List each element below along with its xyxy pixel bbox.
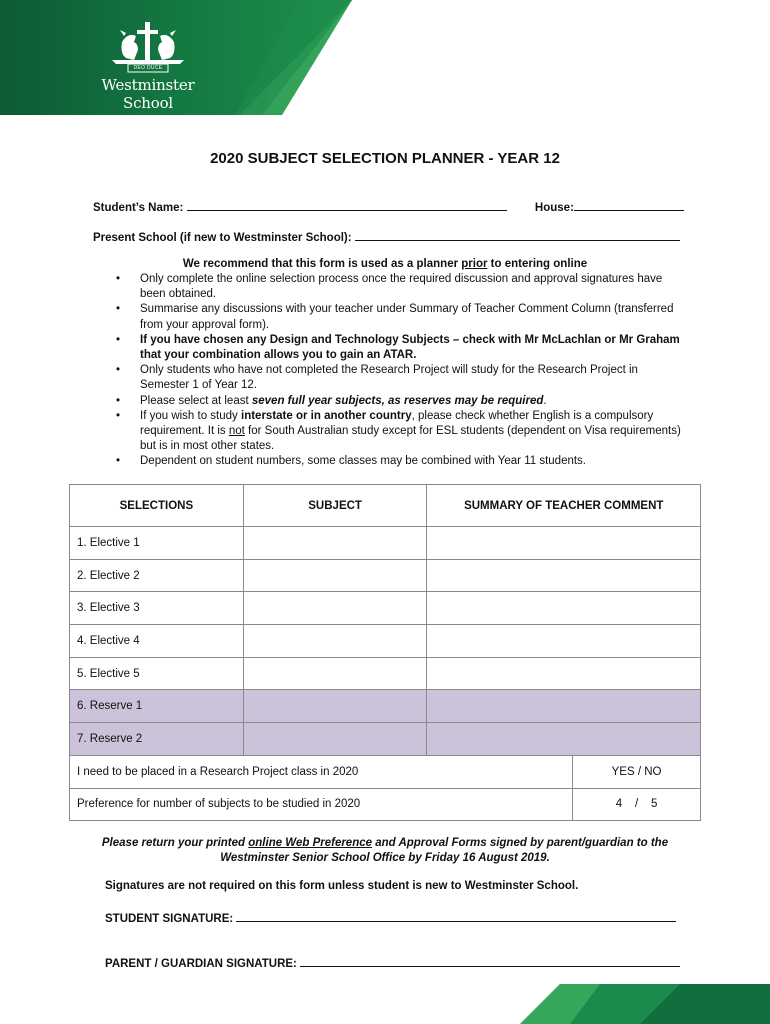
recommend-suffix: to entering online <box>487 258 588 270</box>
student-name-label: Student’s Name: <box>93 202 184 214</box>
recommend-prefix: We recommend that this form is used as a planner <box>182 258 462 270</box>
research-project-choice[interactable]: YES / NO <box>573 755 701 788</box>
subject-cell[interactable] <box>243 690 427 723</box>
page-title: 2020 SUBJECT SELECTION PLANNER - YEAR 12 <box>210 150 560 167</box>
list-item <box>116 409 686 455</box>
header-subject: SUBJECT <box>243 485 427 527</box>
bullet-text: Only complete the online selection process once the required discussion and approval signatures have been obtained. <box>140 273 663 301</box>
return-text: Please return your printed <box>101 837 249 849</box>
school-motto: DEO DUCE <box>133 65 163 71</box>
school-logo <box>78 18 218 112</box>
student-name-field[interactable] <box>187 199 507 211</box>
research-project-row <box>70 755 701 788</box>
selection-label: 3. Elective 3 <box>70 592 244 625</box>
selection-label: 2. Elective 2 <box>70 559 244 592</box>
parent-signature-field[interactable] <box>300 955 680 967</box>
bullet-text: Summarise any discussions with your teacher under Summary of Teacher Comment Column (transferred from your approval form). <box>140 303 674 331</box>
return-text: and Approval Forms signed by parent/guardian to the Westminster Senior School Office by Friday 16 August 2019. <box>220 837 669 864</box>
house-label: House: <box>534 202 574 214</box>
subject-cell[interactable] <box>243 625 427 658</box>
footer-decoration <box>0 980 770 1024</box>
comment-cell[interactable] <box>427 625 701 658</box>
list-item <box>116 333 686 363</box>
subject-cell[interactable] <box>243 527 427 560</box>
bullet-text: If you have chosen any Design and Technology Subjects – check with Mr McLachlan or Mr Graham that your combination allows you to gain an ATAR. <box>140 333 680 362</box>
student-name-row <box>93 199 684 214</box>
subject-count-row <box>70 788 701 821</box>
bullet-text: Only students who have not completed the Research Project will study for the Research Project in Semester 1 of Year 12. <box>140 364 638 392</box>
present-school-label: Present School (if new to Westminster School): <box>93 232 352 244</box>
comment-cell[interactable] <box>427 657 701 690</box>
present-school-row <box>93 229 680 244</box>
comment-cell[interactable] <box>427 723 701 756</box>
list-item <box>116 272 686 302</box>
student-signature-label: STUDENT SIGNATURE: <box>105 913 234 925</box>
selection-table <box>69 484 701 821</box>
student-signature-row <box>105 910 676 925</box>
table-row-reserve <box>70 690 701 723</box>
selection-label: 7. Reserve 2 <box>70 723 244 756</box>
bullet-text: If you wish to study <box>140 409 241 422</box>
table-row <box>70 527 701 560</box>
bullet-text: Dependent on student numbers, some classes may be combined with Year 11 students. <box>140 455 586 468</box>
selection-label: 5. Elective 5 <box>70 657 244 690</box>
student-signature-field[interactable] <box>236 910 676 922</box>
table-header-row <box>70 485 701 527</box>
recommend-underlined: prior <box>461 258 488 270</box>
subject-cell[interactable] <box>243 657 427 690</box>
table-row <box>70 559 701 592</box>
subject-cell[interactable] <box>243 592 427 625</box>
parent-signature-row <box>105 955 680 970</box>
table-row <box>70 592 701 625</box>
signature-note: Signatures are not required on this form unless student is new to Westminster School. <box>105 880 579 892</box>
comment-cell[interactable] <box>427 559 701 592</box>
house-field[interactable] <box>574 199 684 211</box>
header-teacher-comment: SUMMARY OF TEACHER COMMENT <box>427 485 701 527</box>
bullet-text: , please check whether English is a compulsory requirement. It is <box>140 409 654 438</box>
list-item <box>116 302 686 332</box>
bullet-text: Please select at least <box>140 394 252 407</box>
comment-cell[interactable] <box>427 592 701 625</box>
table-row <box>70 657 701 690</box>
present-school-field[interactable] <box>355 229 680 241</box>
comment-cell[interactable] <box>427 690 701 723</box>
selection-label: 6. Reserve 1 <box>70 690 244 723</box>
subject-count-choice[interactable]: 4 / 5 <box>573 788 701 821</box>
bullet-underline: not <box>228 425 245 438</box>
subject-count-label: Preference for number of subjects to be studied in 2020 <box>70 788 573 821</box>
bullet-emphasis: seven full year subjects, as reserves may be required <box>251 394 544 407</box>
subject-cell[interactable] <box>243 559 427 592</box>
research-project-label: I need to be placed in a Research Project class in 2020 <box>70 755 573 788</box>
instruction-list <box>116 272 686 470</box>
selection-label: 4. Elective 4 <box>70 625 244 658</box>
bullet-emphasis: interstate or in another country <box>241 409 412 422</box>
subject-cell[interactable] <box>243 723 427 756</box>
selection-label: 1. Elective 1 <box>70 527 244 560</box>
bullet-text: for South Australian study except for ESL students (dependent on Visa requirements) but is in most other states. <box>140 425 681 453</box>
list-item <box>116 454 686 469</box>
header-selections: SELECTIONS <box>70 485 244 527</box>
comment-cell[interactable] <box>427 527 701 560</box>
parent-signature-label: PARENT / GUARDIAN SIGNATURE: <box>105 958 297 970</box>
list-item <box>116 394 686 409</box>
bullet-text: . <box>543 394 547 407</box>
school-name: Westminster School <box>101 76 195 112</box>
return-underlined: online Web Preference <box>248 837 373 849</box>
list-item <box>116 363 686 393</box>
return-instructions <box>100 836 670 866</box>
table-row-reserve <box>70 723 701 756</box>
table-row <box>70 625 701 658</box>
recommendation-heading <box>0 258 770 270</box>
